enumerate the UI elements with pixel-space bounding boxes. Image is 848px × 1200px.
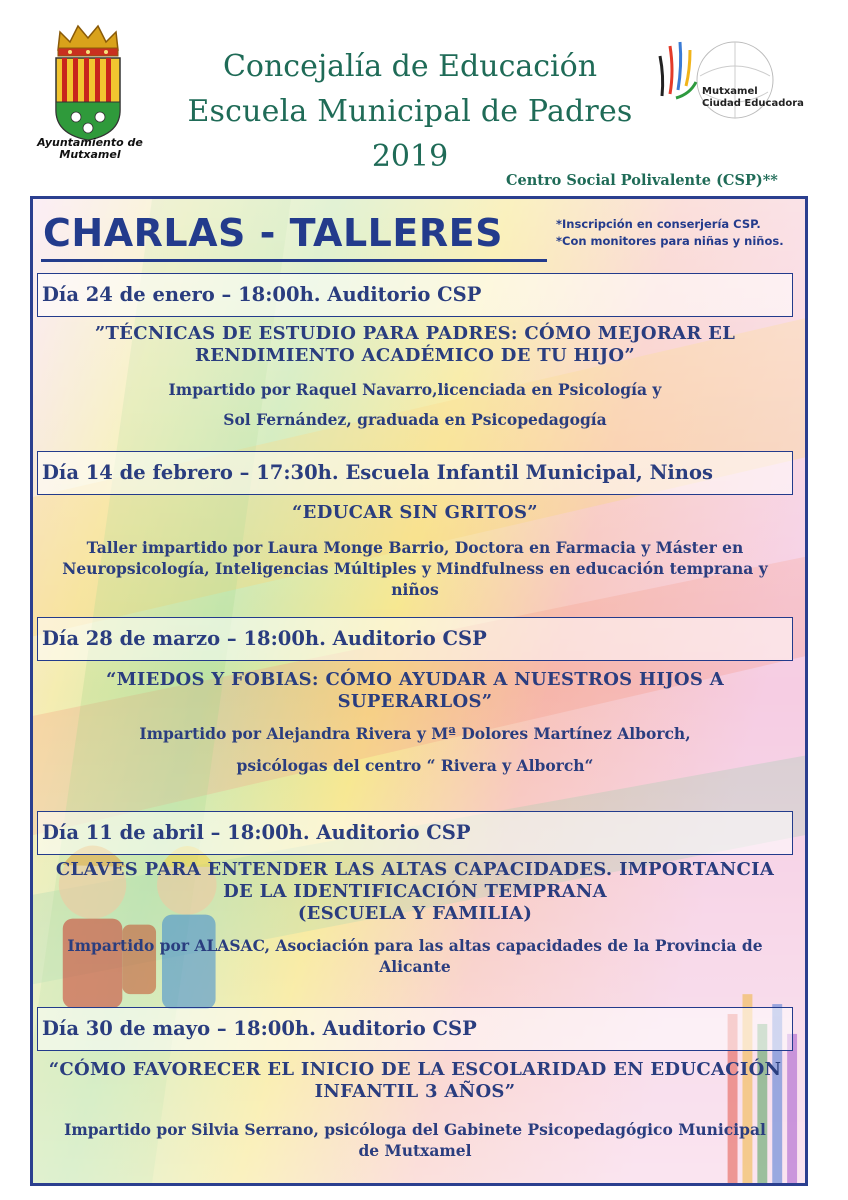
program-frame [30,196,808,1186]
event-date-2: Día 14 de febrero – 17:30h. Escuela Infantil Municipal, Ninos [37,451,793,495]
title-line-year: 2019 [371,139,449,174]
venue-note: Centro Social Polivalente (CSP)** [506,172,778,189]
event-title-3-line2: SUPERARLOS” [337,691,493,712]
municipality-label-line2: Mutxamel [59,148,121,161]
event-speaker-1: Impartido por Raquel Navarro,licenciada en Psicología y [168,380,662,399]
event-speaker-1b: Sol Fernández, graduada en Psicopedagogía [223,410,607,429]
event-speaker-3b: psicólogas del centro “ Rivera y Alborch“ [236,756,594,775]
event-title-3 [37,669,793,713]
event-title-3-line1: “MIEDOS Y FOBIAS: CÓMO AYUDAR A NUESTROS HIJOS A [105,669,724,690]
event-title-1 [37,323,793,367]
event-title-4-line2: DE LA IDENTIFICACIÓN TEMPRANA [223,881,607,902]
event-title-4-line1: CLAVES PARA ENTENDER LAS ALTAS CAPACIDADES. IMPORTANCIA [55,859,775,880]
event-title-1-line2: RENDIMIENTO ACADÉMICO DE TU HIJO” [194,345,636,366]
event-date-4: Día 11 de abril – 18:00h. Auditorio CSP [37,811,793,855]
educating-city-label-line1: Mutxamel [702,86,758,97]
event-speaker-4-line2: Alicante [379,957,451,976]
municipality-label [10,137,170,161]
event-date-3: Día 28 de marzo – 18:00h. Auditorio CSP [37,617,793,661]
event-speaker-2-line3: niños [391,580,439,599]
event-date-1: Día 24 de enero – 18:00h. Auditorio CSP [37,273,793,317]
headline-underline [41,259,547,262]
event-speaker-2 [37,537,793,600]
event-speaker-4 [37,935,793,977]
event-title-2: “EDUCAR SIN GRITOS” [292,502,538,523]
educating-city-label-line2: Ciudad Educadora [702,98,804,109]
registration-notes [556,216,808,250]
event-speaker-2-line1: Taller impartido por Laura Monge Barrio, Doctora en Farmacia y Máster en [86,538,744,557]
educating-city-label [702,86,832,110]
event-title-5 [37,1059,793,1103]
page-title [160,44,660,179]
event-speaker-5-line2: de Mutxamel [358,1141,472,1160]
title-line-school: Escuela Municipal de Padres [187,94,633,129]
poster-headline: CHARLAS - TALLERES [43,211,503,255]
event-speaker-3: Impartido por Alejandra Rivera y Mª Dolores Martínez Alborch, [139,724,691,743]
event-speaker-2-line2: Neuropsicología, Inteligencias Múltiples y Mindfulness en educación temprana y [62,559,768,578]
event-date-5: Día 30 de mayo – 18:00h. Auditorio CSP [37,1007,793,1051]
event-title-4 [37,859,793,925]
municipality-label-line1: Ayuntamiento de [37,136,143,149]
event-title-1-line1: ”TÉCNICAS DE ESTUDIO PARA PADRES: CÓMO MEJORAR EL [94,323,736,344]
note-childcare: *Con monitores para niñas y niños. [556,234,784,248]
coat-of-arms-icon [46,22,130,142]
event-title-5-line1: “CÓMO FAVORECER EL INICIO DE LA ESCOLARIDAD EN EDUCACIÓN [48,1059,782,1080]
event-title-4-line3: (ESCUELA Y FAMILIA) [297,903,533,924]
event-speaker-5-line1: Impartido por Silvia Serrano, psicóloga del Gabinete Psicopedagógico Municipal [64,1120,766,1139]
title-line-department: Concejalía de Educación [222,49,598,84]
educating-city-logo-icon [650,36,820,126]
event-speaker-4-line1: Impartido por ALASAC, Asociación para las altas capacidades de la Provincia de [67,936,763,955]
event-speaker-5 [37,1119,793,1161]
note-registration: *Inscripción en conserjería CSP. [556,217,761,231]
event-title-5-line2: INFANTIL 3 AÑOS” [314,1081,516,1102]
